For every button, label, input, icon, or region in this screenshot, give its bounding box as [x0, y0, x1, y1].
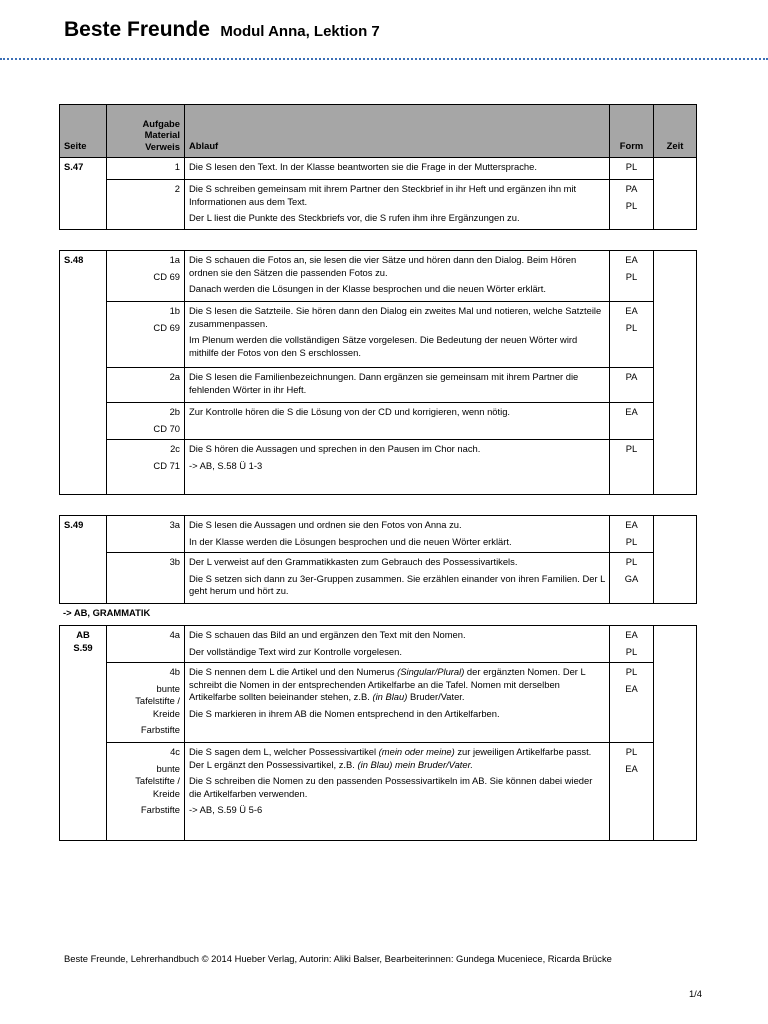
table-row [60, 302, 697, 368]
form-cell: PL EA [610, 743, 654, 841]
form-cell: EA [610, 403, 654, 440]
aufgabe-cell: 2 [107, 180, 185, 230]
lesson-table-ab59 [59, 625, 697, 841]
table-row [60, 368, 697, 403]
table-row [60, 626, 697, 663]
table-header-row [60, 105, 697, 158]
lesson-table-s47 [59, 104, 697, 230]
aufgabe-cell: 4a [107, 626, 185, 663]
zeit-cell [654, 516, 697, 604]
table-row [60, 743, 697, 841]
aufgabe-cell: 1a CD 69 [107, 251, 185, 302]
aufgabe-cell: 3a [107, 516, 185, 553]
lesson-table-s49 [59, 515, 697, 604]
seite-cell: AB S.59 [60, 626, 107, 841]
page-footer: Beste Freunde, Lehrerhandbuch © 2014 Hueber Verlag, Autorin: Aliki Balser, Bearbeiterinnen: Gundega Muceniece, Ricarda Brücke [64, 953, 612, 964]
ablauf-cell: Zur Kontrolle hören die S die Lösung von der CD und korrigieren, wenn nötig. [185, 403, 610, 440]
lesson-table-s48 [59, 250, 697, 495]
form-cell: EA PL [610, 516, 654, 553]
aufgabe-cell: 2a [107, 368, 185, 403]
ablauf-cell: Die S schauen das Bild an und ergänzen den Text mit den Nomen. Der vollständige Text wird zur Kontrolle vorgelesen. [185, 626, 610, 663]
col-header-seite: Seite [60, 105, 107, 158]
form-cell: EA PL [610, 302, 654, 368]
dotted-divider [0, 58, 768, 60]
seite-cell: S.49 [60, 516, 107, 604]
page-subtitle: Modul Anna, Lektion 7 [220, 23, 380, 40]
form-cell: PL [610, 158, 654, 180]
ablauf-cell: Die S schreiben gemeinsam mit ihrem Partner den Steckbrief in ihr Heft und ergänzen ihn mit Informationen aus dem Text. Der L liest die Punkte des Steckbriefs vor, die S rufen ihm ihre Ergänzungen zu. [185, 180, 610, 230]
ablauf-cell: Die S lesen die Satzteile. Sie hören dann den Dialog ein zweites Mal und notieren, welche Satzteile zusammenpassen. Im Plenum werden die vollständigen Sätze vorgelesen. Die Bedeutung der neuen Wörter wird mithilfe der Fotos von den S erschlossen. [185, 302, 610, 368]
table-row [60, 553, 697, 604]
zeit-cell [654, 626, 697, 841]
workbook-reference: -> AB, S.59 Ü 5-6 [189, 804, 263, 815]
form-cell: PL EA [610, 663, 654, 743]
table-row [60, 158, 697, 180]
ablauf-cell: Die S lesen den Text. In der Klasse beantworten sie die Frage in der Muttersprache. [185, 158, 610, 180]
ablauf-cell: Die S schauen die Fotos an, sie lesen die vier Sätze und hören dann den Dialog. Beim Hören ordnen sie den Sätzen die passenden Fotos zu. Danach werden die Lösungen in der Klasse besprochen und die neuen Wörter erklärt. [185, 251, 610, 302]
aufgabe-cell: 2b CD 70 [107, 403, 185, 440]
col-header-ablauf: Ablauf [185, 105, 610, 158]
aufgabe-cell: 3b [107, 553, 185, 604]
ablauf-cell: Die S lesen die Familienbezeichnungen. Dann ergänzen sie gemeinsam mit ihrem Partner die fehlenden Wörter in ihr Heft. [185, 368, 610, 403]
aufgabe-cell: 1b CD 69 [107, 302, 185, 368]
ablauf-cell: Die S nennen dem L die Artikel und den Numerus (Singular/Plural) der ergänzten Nomen. Der L schreibt die Nomen in der entsprechenden Artikelfarbe an die Tafel. Nomen mit derselben Artikelfarbe sollten beieinander stehen, z.B. (in Blau) Bruder/Vater. Die S markieren in ihrem AB die Nomen entsprechend in den Artikelfarben. [185, 663, 610, 743]
ablauf-cell: Die S lesen die Aussagen und ordnen sie den Fotos von Anna zu. In der Klasse werden die Lösungen besprochen und die neuen Wörter erklärt. [185, 516, 610, 553]
form-cell: EA PL [610, 251, 654, 302]
aufgabe-cell: 1 [107, 158, 185, 180]
seite-cell: S.47 [60, 158, 107, 230]
table-row [60, 180, 697, 230]
workbook-reference: -> AB, S.58 Ü 1-3 [189, 459, 263, 471]
col-header-form: Form [610, 105, 654, 158]
zeit-cell [654, 251, 697, 495]
table-row [60, 403, 697, 440]
aufgabe-cell: 2c CD 71 [107, 440, 185, 495]
aufgabe-cell: 4c bunte Tafelstifte / Kreide Farbstifte [107, 743, 185, 841]
seite-cell: S.48 [60, 251, 107, 495]
page-number: 1/4 [688, 988, 702, 999]
page-header [64, 18, 380, 42]
grammatik-reference: -> AB, GRAMMATIK [63, 607, 151, 618]
form-cell: EA PL [610, 626, 654, 663]
page-title: Beste Freunde [64, 18, 210, 41]
table-row [60, 663, 697, 743]
col-header-aufgabe: Aufgabe Material Verweis [107, 105, 185, 158]
ablauf-cell: Die S hören die Aussagen und sprechen in den Pausen im Chor nach. -> AB, S.58 Ü 1-3 [185, 440, 610, 495]
zeit-cell [654, 158, 697, 230]
table-row [60, 251, 697, 302]
table-row [60, 516, 697, 553]
col-header-zeit: Zeit [654, 105, 697, 158]
ablauf-cell: Der L verweist auf den Grammatikkasten zum Gebrauch des Possessivartikels. Die S setzen sich dann zu 3er-Gruppen zusammen. Sie erzählen einander von ihren Familien. Der L geht herum und hört zu. [185, 553, 610, 604]
ablauf-cell: Die S sagen dem L, welcher Possessivartikel (mein oder meine) zur jeweiligen Artikelfarbe passt. Der L ergänzt den Possessivartikel, z.B. (in Blau) mein Bruder/Vater. Die S schreiben die Nomen zu den passenden Possessivartikeln im AB. Sie können dabei wieder die Artikelfarben verwenden. -> AB, S.59 Ü 5-6 [185, 743, 610, 841]
table-row [60, 440, 697, 495]
form-cell: PL [610, 440, 654, 495]
aufgabe-cell: 4b bunte Tafelstifte / Kreide Farbstifte [107, 663, 185, 743]
form-cell: PL GA [610, 553, 654, 604]
form-cell: PA PL [610, 180, 654, 230]
form-cell: PA [610, 368, 654, 403]
